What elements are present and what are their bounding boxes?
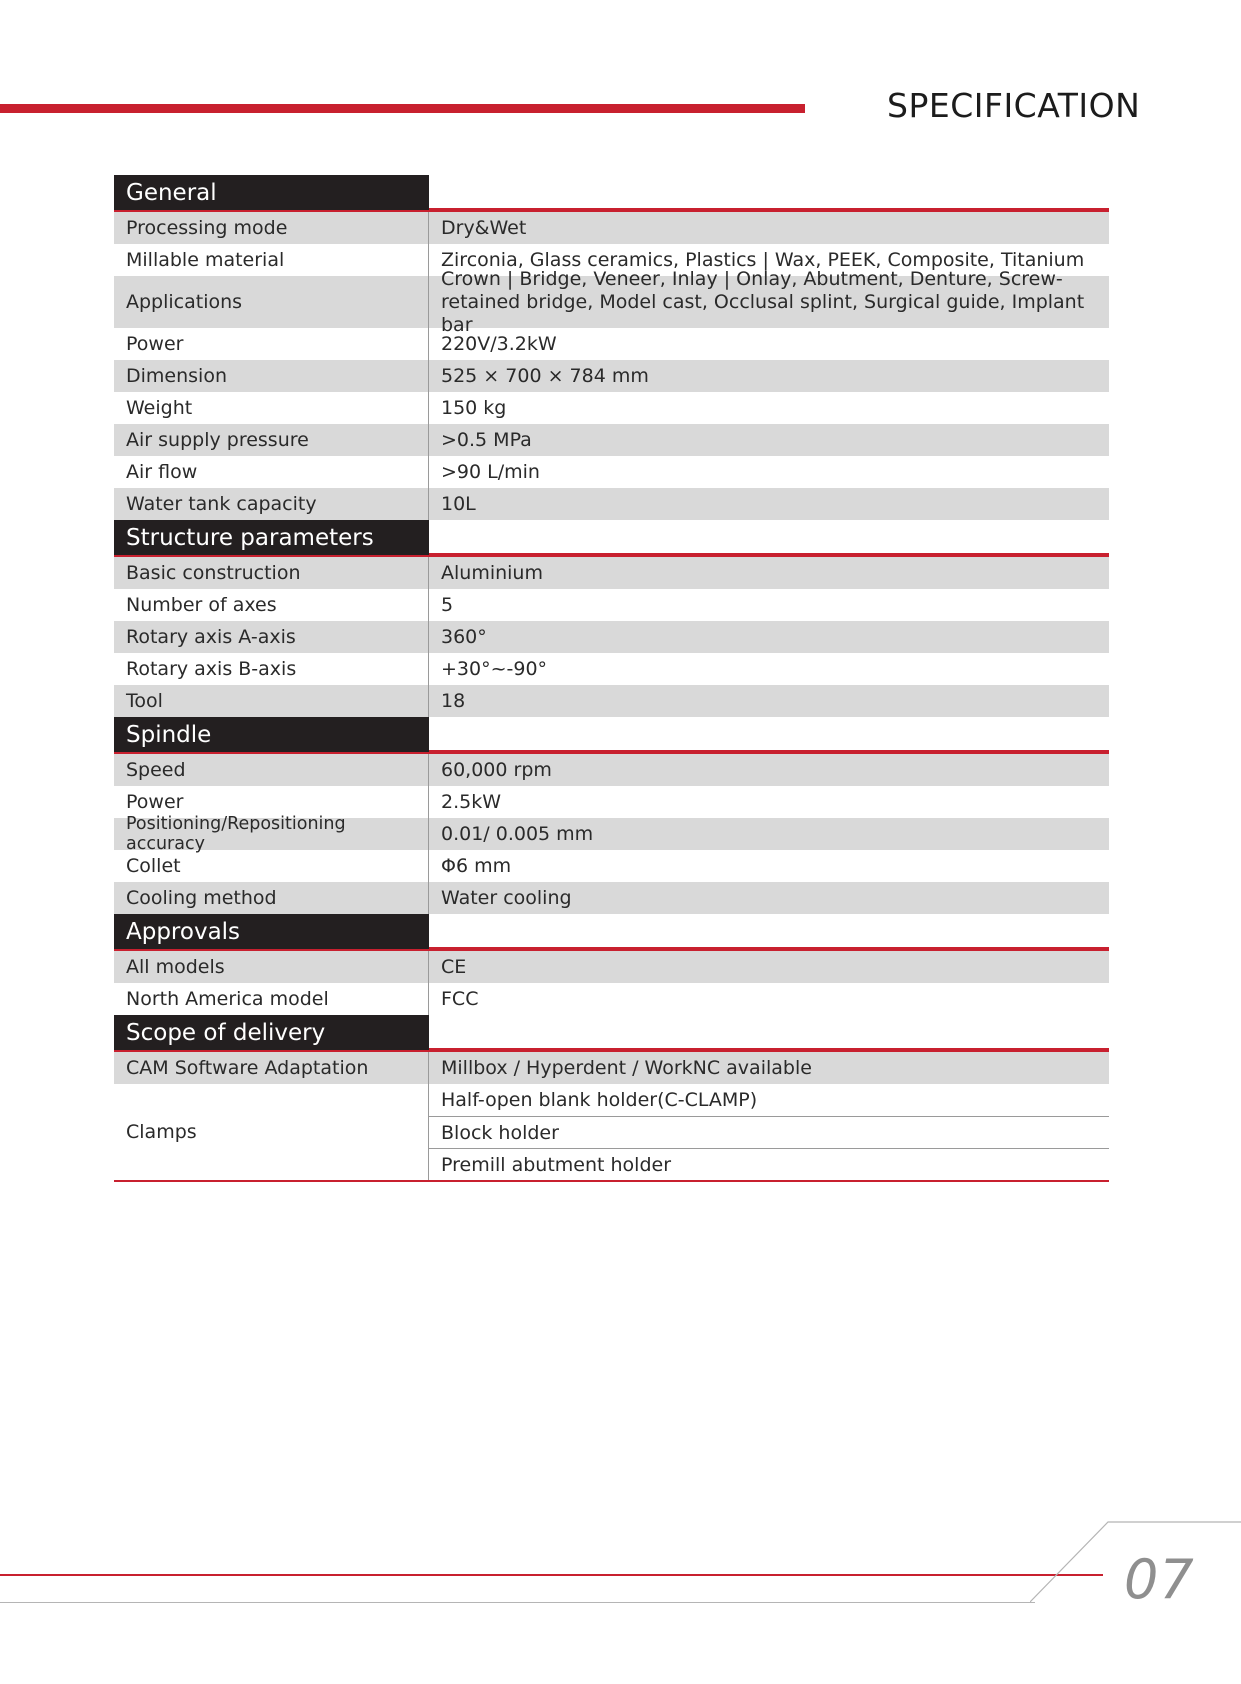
table-row: [114, 814, 1109, 854]
table-row: [114, 456, 1109, 488]
spec-label: Number of axes: [114, 589, 429, 621]
table-row: [114, 392, 1109, 424]
spec-value: Half-open blank holder(C-CLAMP): [441, 1089, 758, 1111]
footer-divider: [0, 1602, 1035, 1603]
section-title: General: [114, 175, 429, 210]
spec-value: 18: [441, 689, 466, 712]
table-row: [114, 210, 1109, 244]
spec-value: Zirconia, Glass ceramics, Plastics | Wax, PEEK, Composite, Titanium: [441, 248, 1085, 271]
table-row: [114, 752, 1109, 786]
spec-label: Processing mode: [114, 212, 429, 244]
section-title: Structure parameters: [114, 520, 429, 555]
spec-label: Basic construction: [114, 557, 429, 589]
table-row: [114, 621, 1109, 653]
spec-label: Cooling method: [114, 882, 429, 914]
spec-value: Millbox / Hyperdent / WorkNC available: [441, 1056, 812, 1079]
spec-label: Rotary axis B-axis: [114, 653, 429, 685]
table-row: [114, 555, 1109, 589]
spec-label: Applications: [114, 276, 429, 328]
spec-value: 0.01/ 0.005 mm: [441, 822, 594, 845]
spec-label: Dimension: [114, 360, 429, 392]
spec-label: Air supply pressure: [114, 424, 429, 456]
table-row: [114, 589, 1109, 621]
spec-value: Crown | Bridge, Veneer, Inlay | Onlay, Abutment, Denture, Screw-retained bridge, Model cast, Occlusal splint, Surgical guide, Implant bar: [441, 267, 1085, 336]
spec-value: >0.5 MPa: [441, 428, 532, 451]
table-row: [114, 983, 1109, 1015]
table-row: [114, 653, 1109, 685]
specification-table: [114, 175, 1109, 1182]
section-title: Scope of delivery: [114, 1015, 429, 1050]
spec-label: Collet: [114, 850, 429, 882]
section-header-approvals: [114, 914, 1109, 949]
section-header-spindle: [114, 717, 1109, 752]
spec-label: North America model: [114, 983, 429, 1015]
spec-label: Millable material: [114, 244, 429, 276]
spec-value: Aluminium: [441, 561, 543, 584]
spec-value: 525 × 700 × 784 mm: [441, 364, 649, 387]
spec-label: Positioning/Repositioning accuracy: [114, 818, 429, 850]
spec-value: 5: [441, 593, 454, 616]
header-accent-bar: [0, 104, 805, 113]
spec-value: 360°: [441, 625, 487, 648]
table-row: [114, 882, 1109, 914]
table-row: [114, 360, 1109, 392]
spec-value: FCC: [441, 987, 479, 1010]
spec-label: Weight: [114, 392, 429, 424]
spec-value: 220V/3.2kW: [441, 332, 557, 355]
spec-value: 10L: [441, 492, 476, 515]
spec-label: Tool: [114, 685, 429, 717]
spec-value: 60,000 rpm: [441, 758, 552, 781]
clamps-row: [114, 1084, 1109, 1182]
spec-label: Rotary axis A-axis: [114, 621, 429, 653]
table-row: [114, 685, 1109, 717]
spec-value: Φ6 mm: [441, 854, 512, 877]
spec-label: Clamps: [114, 1084, 429, 1180]
table-row: [114, 1050, 1109, 1084]
spec-value: Dry&Wet: [441, 216, 527, 239]
spec-label: All models: [114, 951, 429, 983]
page-title: SPECIFICATION: [887, 86, 1141, 125]
spec-value: Premill abutment holder: [429, 1148, 1109, 1180]
footer-accent-line: [0, 1574, 1103, 1576]
spec-value: Water cooling: [441, 886, 572, 909]
section-title: Spindle: [114, 717, 429, 752]
spec-value: Block holder: [429, 1116, 1109, 1148]
spec-value: 2.5kW: [441, 790, 502, 813]
spec-label: CAM Software Adaptation: [114, 1052, 429, 1084]
spec-value: >90 L/min: [441, 460, 540, 483]
table-row: [114, 850, 1109, 882]
table-row: [114, 488, 1109, 520]
spec-value: CE: [441, 955, 467, 978]
section-header-general: [114, 175, 1109, 210]
clamps-values: [429, 1084, 1109, 1180]
spec-label: Power: [114, 786, 429, 818]
table-row: [114, 949, 1109, 983]
table-row: [114, 424, 1109, 456]
page-number: 07: [1124, 1548, 1195, 1611]
spec-value: +30°~-90°: [441, 657, 548, 680]
section-title: Approvals: [114, 914, 429, 949]
spec-label: Power: [114, 328, 429, 360]
spec-label: Water tank capacity: [114, 488, 429, 520]
table-row: [114, 328, 1109, 360]
spec-label: Air flow: [114, 456, 429, 488]
spec-value: 150 kg: [441, 396, 507, 419]
table-row: [114, 267, 1109, 336]
spec-label: Speed: [114, 754, 429, 786]
section-header-structure: [114, 520, 1109, 555]
section-header-scope: [114, 1015, 1109, 1050]
